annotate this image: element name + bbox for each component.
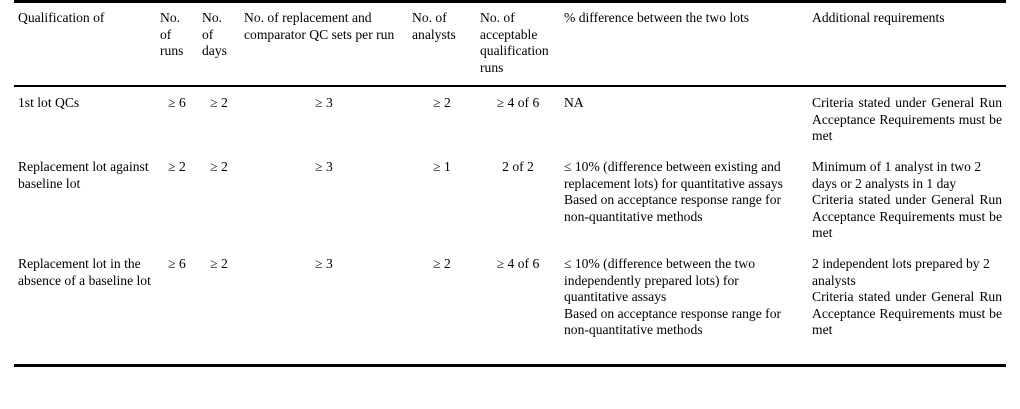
cell-analysts: ≥ 2	[433, 255, 451, 271]
column-header-percent-difference: % difference between the two lots	[564, 10, 750, 25]
table-body	[14, 86, 1006, 365]
column-header-sets-per-run: No. of replacement and comparator QC sets per run	[244, 10, 395, 42]
cell-additional-requirements	[808, 248, 1006, 345]
cell-runs: ≥ 2	[168, 159, 186, 175]
additional-requirement-line: Criteria stated under General Run Acceptance Requirements must be met	[812, 192, 1002, 241]
cell-qualification: Replacement lot in the absence of a baseline lot	[18, 255, 151, 288]
table-row	[14, 86, 1006, 151]
column-header-additional-requirements: Additional requirements	[812, 10, 945, 25]
cell-sets-per-run: ≥ 3	[315, 255, 333, 271]
percent-difference-line: Based on acceptance response range for non-quantitative methods	[564, 192, 782, 224]
additional-requirement-line: Minimum of 1 analyst in two 2 days or 2 analysts in 1 day	[812, 159, 982, 191]
cell-days: ≥ 2	[210, 255, 228, 271]
cell-analysts: ≥ 1	[433, 159, 451, 175]
cell-percent-difference	[560, 86, 808, 151]
cell-additional-requirements	[808, 86, 1006, 151]
percent-difference-line: ≤ 10% (difference between existing and replacement lots) for quantitative assays	[564, 159, 783, 191]
additional-requirement-line: Criteria stated under General Run Acceptance Requirements must be met	[812, 95, 1002, 144]
cell-analysts: ≥ 2	[408, 86, 476, 151]
cell-runs: ≥ 6	[168, 255, 186, 271]
table-row	[14, 151, 1006, 248]
column-header-analysts: No. of analysts	[412, 10, 456, 42]
cell-acceptable-runs: 2 of 2	[502, 159, 534, 175]
cell-days: ≥ 2	[198, 86, 240, 151]
percent-difference-line: Based on acceptance response range for non-quantitative methods	[564, 305, 782, 338]
additional-requirement-line: 2 independent lots prepared by 2 analysts	[812, 255, 990, 288]
column-header-runs: No. of runs	[160, 10, 184, 59]
percent-difference-line: NA	[564, 95, 584, 111]
cell-qualification: 1st lot QCs	[14, 86, 156, 151]
cell-days: ≥ 2	[210, 159, 228, 175]
cell-percent-difference	[560, 248, 808, 345]
cell-runs: ≥ 6	[156, 86, 198, 151]
cell-acceptable-runs: ≥ 4 of 6	[496, 255, 540, 271]
column-header-qualification: Qualification of	[18, 10, 105, 25]
table-bottom-rule	[14, 345, 1006, 366]
cell-sets-per-run: ≥ 3	[240, 86, 408, 151]
table-header	[14, 2, 1006, 87]
qc-qualification-table	[14, 0, 1006, 367]
cell-percent-difference	[560, 151, 808, 248]
cell-additional-requirements	[808, 151, 1006, 248]
percent-difference-line: ≤ 10% (difference between the two independently prepared lots) for quantitative assays	[564, 255, 756, 305]
column-header-acceptable-runs: No. of acceptable qualification runs	[480, 10, 549, 75]
column-header-days: No. of days	[202, 10, 227, 59]
header-row	[14, 2, 1006, 87]
cell-sets-per-run: ≥ 3	[315, 159, 333, 175]
bottom-spacer	[14, 345, 1006, 366]
additional-requirement-line: Criteria stated under General Run Acceptance Requirements must be met	[812, 289, 1002, 338]
cell-acceptable-runs: ≥ 4 of 6	[476, 86, 560, 151]
cell-qualification: Replacement lot against baseline lot	[18, 159, 149, 191]
table-row	[14, 248, 1006, 345]
